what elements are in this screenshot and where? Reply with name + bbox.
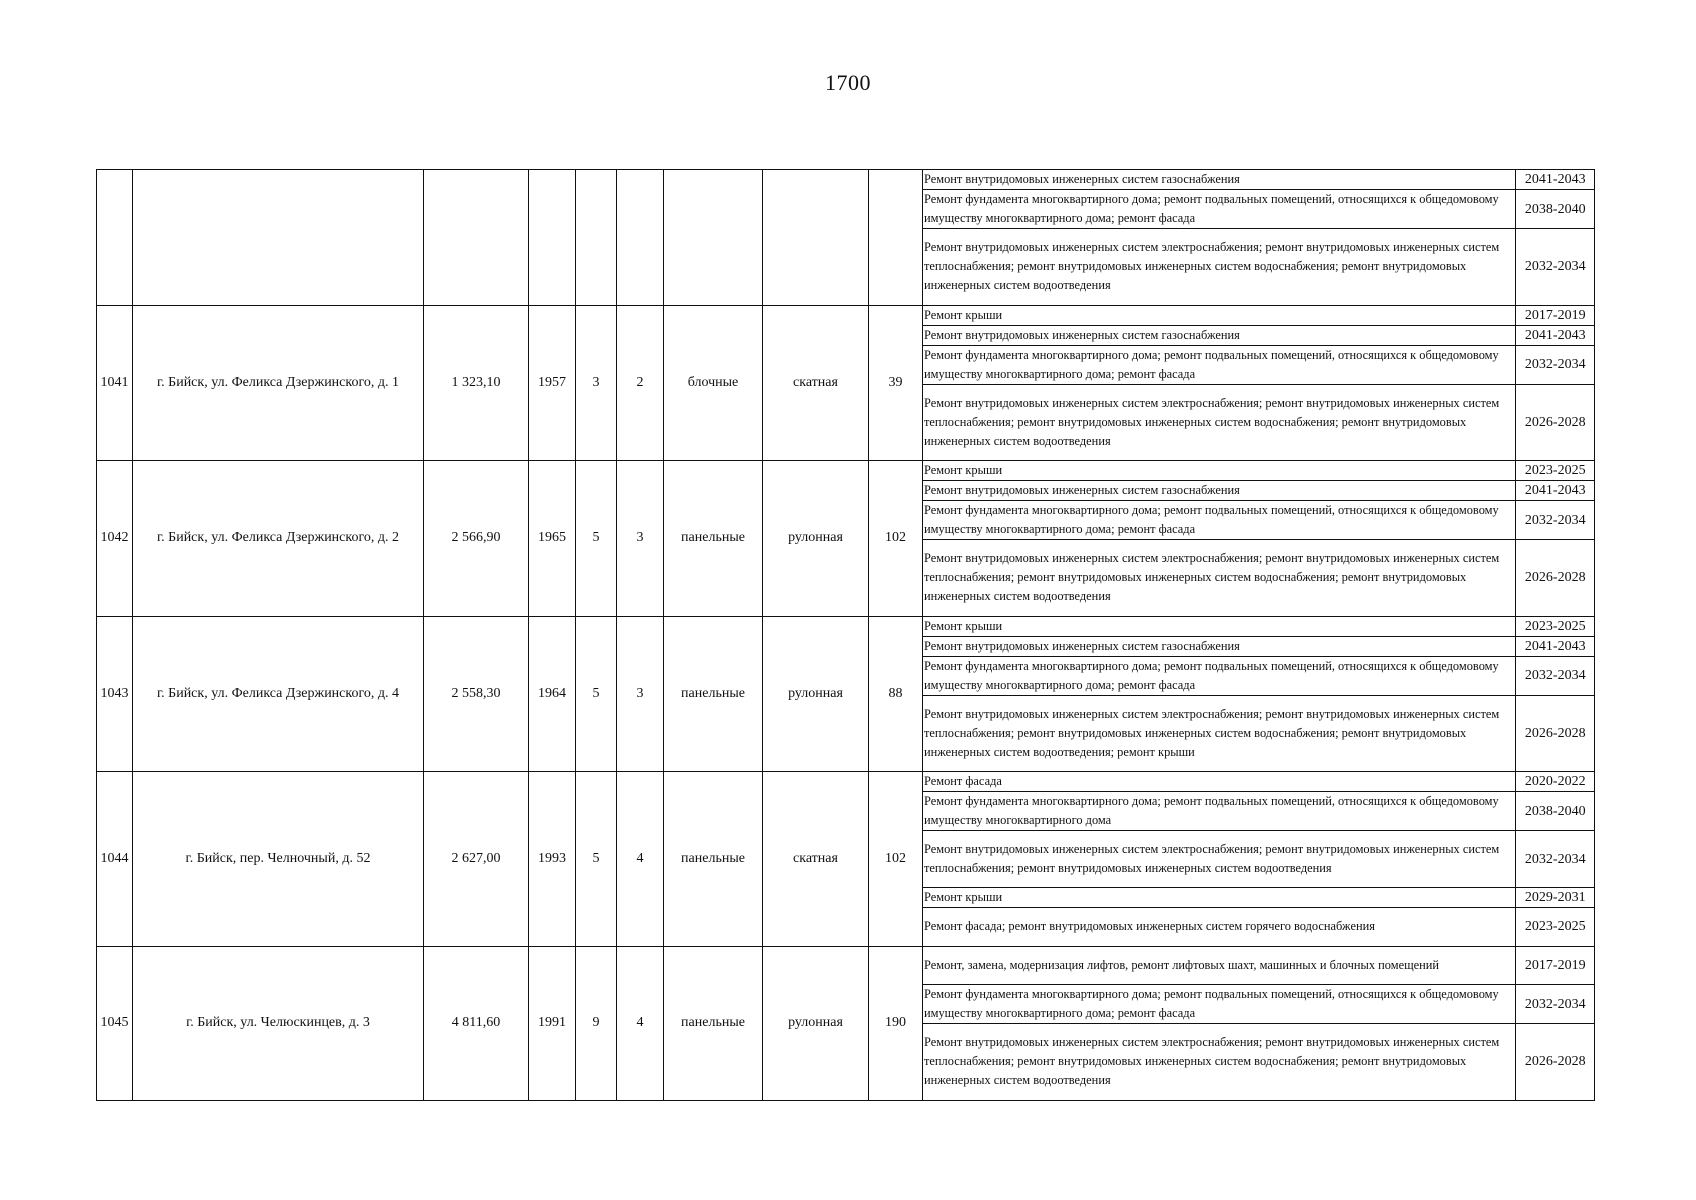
work-item xyxy=(923,908,1595,946)
work-period: 2032-2034 xyxy=(1515,501,1595,540)
work-description: Ремонт внутридомовых инженерных систем газоснабжения xyxy=(923,170,1515,190)
house-address: г. Бийск, ул. Челюскинцев, д. 3 xyxy=(133,946,424,1100)
table-row xyxy=(97,305,1595,461)
house-area xyxy=(424,170,529,306)
house-address: г. Бийск, пер. Челночный, д. 52 xyxy=(133,772,424,947)
work-period: 2032-2034 xyxy=(1515,985,1595,1024)
work-period: 2041-2043 xyxy=(1515,325,1595,345)
house-address: г. Бийск, ул. Феликса Дзержинского, д. 1 xyxy=(133,305,424,461)
work-item xyxy=(923,384,1595,460)
work-description: Ремонт внутридомовых инженерных систем электроснабжения; ремонт внутридомовых инженерных систем теплоснабжения; ремонт внутридомовых инженерных систем водоотведения xyxy=(923,831,1515,888)
work-description: Ремонт внутридомовых инженерных систем электроснабжения; ремонт внутридомовых инженерных систем теплоснабжения; ремонт внутридомовых инженерных систем водоснабжения; ремонт внутридомовых инженерных систем водоотведения xyxy=(923,384,1515,460)
work-description: Ремонт крыши xyxy=(923,306,1515,326)
work-period: 2026-2028 xyxy=(1515,540,1595,616)
houses-table xyxy=(96,169,1595,1101)
work-description: Ремонт внутридомовых инженерных систем электроснабжения; ремонт внутридомовых инженерных систем теплоснабжения; ремонт внутридомовых инженерных систем водоснабжения; ремонт внутридомовых инженерных систем водоотведения; ремонт крыши xyxy=(923,695,1515,771)
works-list xyxy=(923,946,1595,1100)
work-item xyxy=(923,695,1595,771)
work-description: Ремонт крыши xyxy=(923,461,1515,481)
build-year: 1965 xyxy=(529,461,576,617)
residents-count xyxy=(869,170,923,306)
work-item xyxy=(923,461,1595,481)
table-row xyxy=(97,616,1595,772)
work-item xyxy=(923,636,1595,656)
work-item xyxy=(923,540,1595,616)
entrances-count: 4 xyxy=(617,946,664,1100)
work-item xyxy=(923,229,1595,305)
work-item xyxy=(923,985,1595,1024)
work-period: 2032-2034 xyxy=(1515,229,1595,305)
work-period: 2041-2043 xyxy=(1515,170,1595,190)
floors-count: 5 xyxy=(576,461,617,617)
table-row xyxy=(97,772,1595,947)
work-item xyxy=(923,501,1595,540)
residents-count: 39 xyxy=(869,305,923,461)
row-number: 1044 xyxy=(97,772,133,947)
house-area: 1 323,10 xyxy=(424,305,529,461)
build-year xyxy=(529,170,576,306)
wall-material: панельные xyxy=(664,946,763,1100)
work-period: 2032-2034 xyxy=(1515,345,1595,384)
work-description: Ремонт фасада; ремонт внутридомовых инженерных систем горячего водоснабжения xyxy=(923,908,1515,946)
work-item xyxy=(923,792,1595,831)
wall-material: панельные xyxy=(664,772,763,947)
work-period: 2026-2028 xyxy=(1515,1024,1595,1100)
entrances-count: 2 xyxy=(617,305,664,461)
build-year: 1991 xyxy=(529,946,576,1100)
floors-count xyxy=(576,170,617,306)
work-period: 2026-2028 xyxy=(1515,384,1595,460)
work-period: 2020-2022 xyxy=(1515,772,1595,792)
work-description: Ремонт крыши xyxy=(923,617,1515,637)
works-list xyxy=(923,170,1595,306)
work-description: Ремонт фундамента многоквартирного дома; ремонт подвальных помещений, относящихся к общедомовому имуществу многоквартирного дома; ремонт фасада xyxy=(923,985,1515,1024)
work-description: Ремонт внутридомовых инженерных систем газоснабжения xyxy=(923,481,1515,501)
row-number: 1043 xyxy=(97,616,133,772)
works-list xyxy=(923,305,1595,461)
entrances-count: 4 xyxy=(617,772,664,947)
entrances-count: 3 xyxy=(617,461,664,617)
residents-count: 88 xyxy=(869,616,923,772)
work-description: Ремонт фасада xyxy=(923,772,1515,792)
work-period: 2029-2031 xyxy=(1515,888,1595,908)
table-row xyxy=(97,946,1595,1100)
work-description: Ремонт фундамента многоквартирного дома; ремонт подвальных помещений, относящихся к общедомовому имуществу многоквартирного дома; ремонт фасада xyxy=(923,501,1515,540)
work-item xyxy=(923,831,1595,888)
work-period: 2023-2025 xyxy=(1515,617,1595,637)
wall-material: панельные xyxy=(664,616,763,772)
house-area: 2 627,00 xyxy=(424,772,529,947)
row-number xyxy=(97,170,133,306)
work-period: 2023-2025 xyxy=(1515,908,1595,946)
work-item xyxy=(923,345,1595,384)
build-year: 1957 xyxy=(529,305,576,461)
works-list xyxy=(923,616,1595,772)
work-item xyxy=(923,772,1595,792)
work-period: 2032-2034 xyxy=(1515,831,1595,888)
roof-type: скатная xyxy=(763,305,869,461)
work-description: Ремонт фундамента многоквартирного дома; ремонт подвальных помещений, относящихся к общедомовому имуществу многоквартирного дома xyxy=(923,792,1515,831)
roof-type: рулонная xyxy=(763,946,869,1100)
work-description: Ремонт фундамента многоквартирного дома; ремонт подвальных помещений, относящихся к общедомовому имуществу многоквартирного дома; ремонт фасада xyxy=(923,656,1515,695)
table-row xyxy=(97,170,1595,306)
work-item xyxy=(923,1024,1595,1100)
floors-count: 9 xyxy=(576,946,617,1100)
work-description: Ремонт внутридомовых инженерных систем электроснабжения; ремонт внутридомовых инженерных систем теплоснабжения; ремонт внутридомовых инженерных систем водоснабжения; ремонт внутридомовых инженерных систем водоотведения xyxy=(923,540,1515,616)
roof-type: рулонная xyxy=(763,461,869,617)
roof-type: скатная xyxy=(763,772,869,947)
work-description: Ремонт внутридомовых инженерных систем газоснабжения xyxy=(923,636,1515,656)
entrances-count xyxy=(617,170,664,306)
works-list xyxy=(923,461,1595,617)
house-address xyxy=(133,170,424,306)
row-number: 1045 xyxy=(97,946,133,1100)
work-item xyxy=(923,947,1595,985)
work-item xyxy=(923,170,1595,190)
roof-type xyxy=(763,170,869,306)
entrances-count: 3 xyxy=(617,616,664,772)
row-number: 1041 xyxy=(97,305,133,461)
build-year: 1964 xyxy=(529,616,576,772)
work-item xyxy=(923,190,1595,229)
work-item xyxy=(923,325,1595,345)
house-area: 2 566,90 xyxy=(424,461,529,617)
house-address: г. Бийск, ул. Феликса Дзержинского, д. 4 xyxy=(133,616,424,772)
work-period: 2038-2040 xyxy=(1515,792,1595,831)
work-description: Ремонт внутридомовых инженерных систем газоснабжения xyxy=(923,325,1515,345)
work-item xyxy=(923,888,1595,908)
table-row xyxy=(97,461,1595,617)
residents-count: 102 xyxy=(869,772,923,947)
house-area: 2 558,30 xyxy=(424,616,529,772)
works-list xyxy=(923,772,1595,947)
work-description: Ремонт крыши xyxy=(923,888,1515,908)
work-period: 2017-2019 xyxy=(1515,306,1595,326)
house-area: 4 811,60 xyxy=(424,946,529,1100)
work-period: 2017-2019 xyxy=(1515,947,1595,985)
page-number: 1700 xyxy=(825,70,871,95)
work-item xyxy=(923,481,1595,501)
wall-material: панельные xyxy=(664,461,763,617)
work-description: Ремонт фундамента многоквартирного дома; ремонт подвальных помещений, относящихся к общедомовому имуществу многоквартирного дома; ремонт фасада xyxy=(923,345,1515,384)
floors-count: 3 xyxy=(576,305,617,461)
house-address: г. Бийск, ул. Феликса Дзержинского, д. 2 xyxy=(133,461,424,617)
work-period: 2041-2043 xyxy=(1515,636,1595,656)
work-period: 2026-2028 xyxy=(1515,695,1595,771)
roof-type: рулонная xyxy=(763,616,869,772)
work-period: 2023-2025 xyxy=(1515,461,1595,481)
work-description: Ремонт, замена, модернизация лифтов, ремонт лифтовых шахт, машинных и блочных помещений xyxy=(923,947,1515,985)
work-item xyxy=(923,306,1595,326)
work-description: Ремонт внутридомовых инженерных систем электроснабжения; ремонт внутридомовых инженерных систем теплоснабжения; ремонт внутридомовых инженерных систем водоснабжения; ремонт внутридомовых инженерных систем водоотведения xyxy=(923,1024,1515,1100)
wall-material: блочные xyxy=(664,305,763,461)
work-description: Ремонт фундамента многоквартирного дома; ремонт подвальных помещений, относящихся к общедомовому имуществу многоквартирного дома; ремонт фасада xyxy=(923,190,1515,229)
work-period: 2041-2043 xyxy=(1515,481,1595,501)
residents-count: 102 xyxy=(869,461,923,617)
work-description: Ремонт внутридомовых инженерных систем электроснабжения; ремонт внутридомовых инженерных систем теплоснабжения; ремонт внутридомовых инженерных систем водоснабжения; ремонт внутридомовых инженерных систем водоотведения xyxy=(923,229,1515,305)
work-period: 2038-2040 xyxy=(1515,190,1595,229)
work-item xyxy=(923,617,1595,637)
floors-count: 5 xyxy=(576,772,617,947)
floors-count: 5 xyxy=(576,616,617,772)
wall-material xyxy=(664,170,763,306)
residents-count: 190 xyxy=(869,946,923,1100)
row-number: 1042 xyxy=(97,461,133,617)
work-period: 2032-2034 xyxy=(1515,656,1595,695)
work-item xyxy=(923,656,1595,695)
build-year: 1993 xyxy=(529,772,576,947)
